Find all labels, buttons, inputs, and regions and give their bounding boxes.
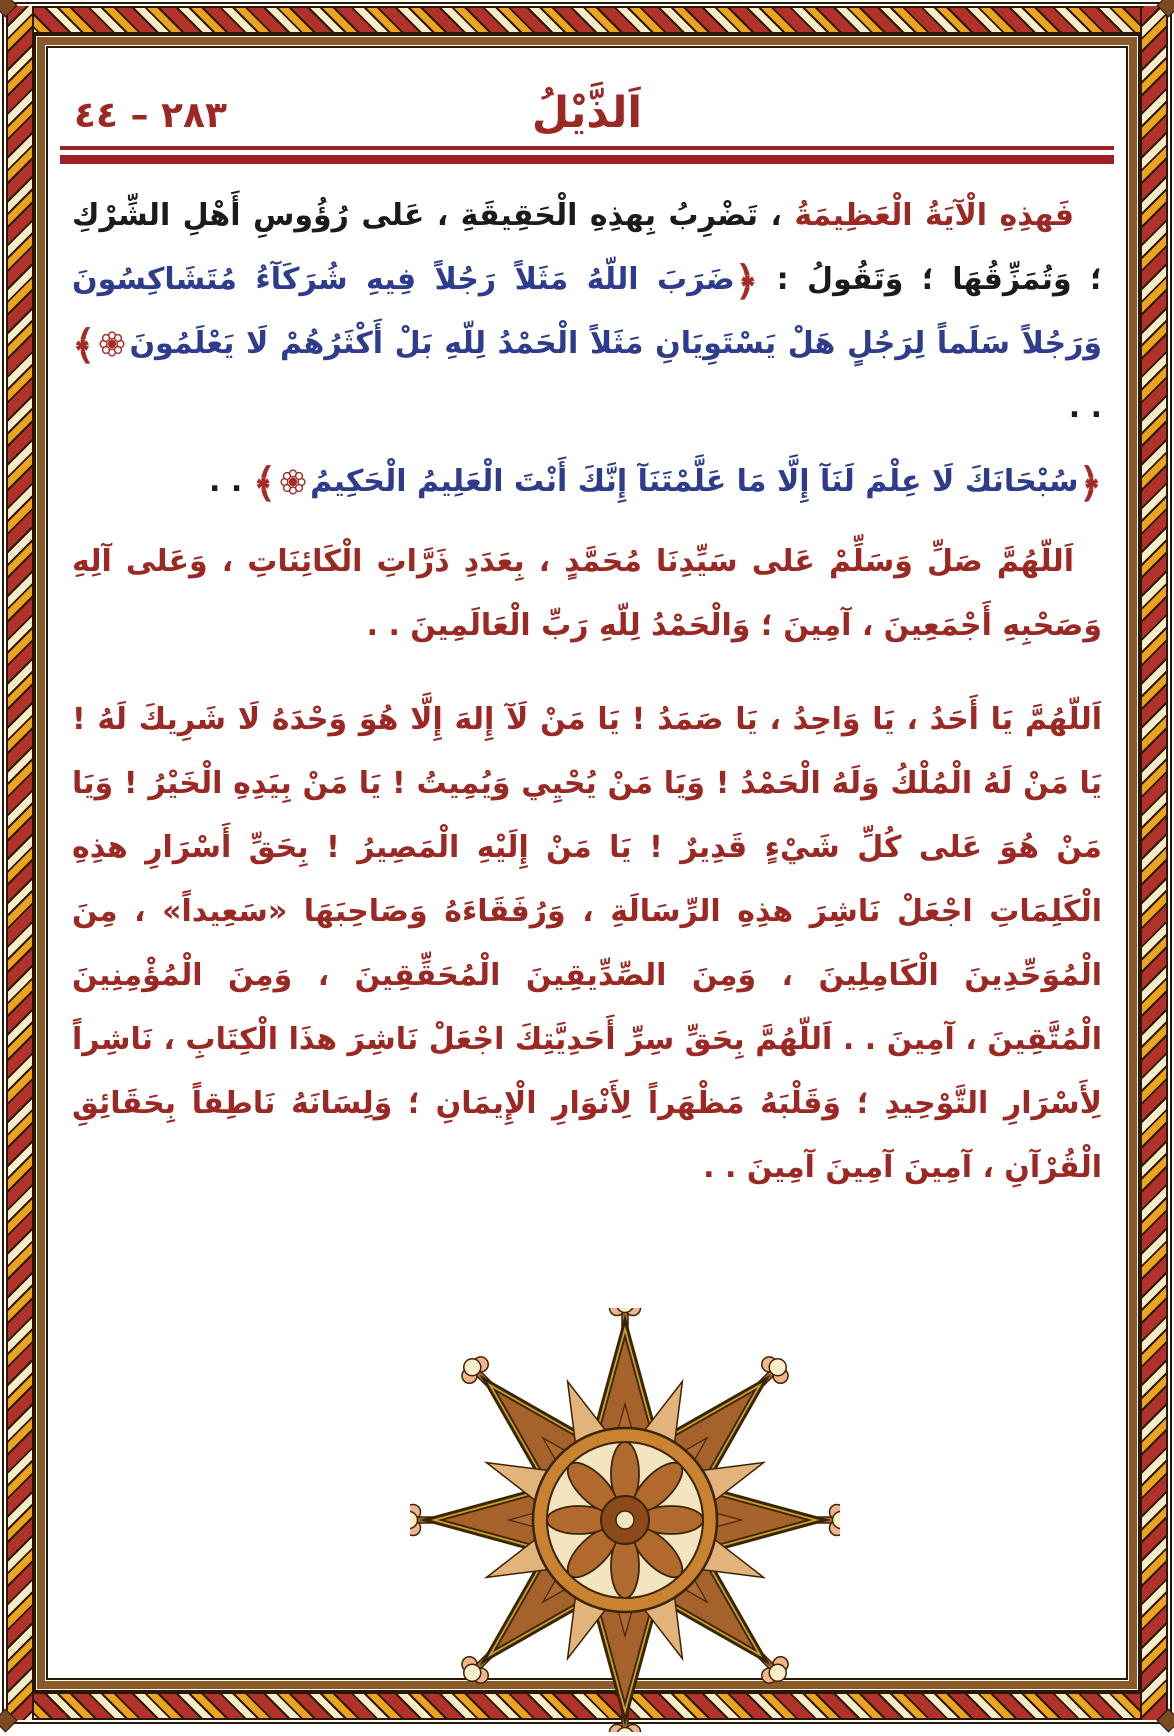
border-chain-left bbox=[6, 6, 34, 1720]
body-text bbox=[60, 184, 1114, 1200]
paragraph-dua: اَللّهُمَّ يَا أَحَدُ ، يَا وَاحِدُ ، يَا صَمَدُ ! يَا مَنْ لَآ إِلهَ إِلَّا هُوَ وَحْدَهُ لَا شَرِيكَ لَهُ ! يَا مَنْ لَهُ الْمُلْكُ وَلَهُ الْحَمْدُ ! وَيَا مَنْ يُحْيِي وَيُمِيتُ ! يَا مَنْ بِيَدِهِ الْخَيْرُ ! وَيَا مَنْ هُوَ عَلى كُلِّ شَيْءٍ قَدِيرٌ ! يَا مَنْ إِلَيْهِ الْمَصِيرُ ! بِحَقِّ أَسْرَارِ هذِهِ الْكَلِمَاتِ اجْعَلْ نَاشِرَ هذِهِ الرِّسَالَةِ ، وَرُفَقَاءَهُ وَصَاحِبَهَا «سَعِيداً» ، مِنَ الْمُوَحِّدِينَ الْكَامِلِينَ ، وَمِنَ الصِّدِّيقِينَ الْمُحَقِّقِينَ ، وَمِنَ الْمُؤْمِنِينَ الْمُتَّقِينَ ، آمِينَ . . اَللّهُمَّ بِحَقِّ سِرِّ أَحَدِيَّتِكَ اجْعَلْ نَاشِرَ هذَا الْكِتَابِ ، نَاشِراً لِأَسْرَارِ التَّوْحِيدِ ؛ وَقَلْبَهُ مَظْهَراً لِأَنْوَارِ الْإِيمَانِ ؛ وَلِسَانَهُ نَاطِقاً بِحَقَائِقِ الْقُرْآنِ ، آمِينَ آمِينَ آمِينَ . . bbox=[72, 702, 1102, 1185]
border-chain-top bbox=[6, 6, 1168, 34]
border-chain-right bbox=[1140, 6, 1168, 1720]
lead-phrase: فَهذِهِ الْآيَةُ الْعَظِيمَةُ bbox=[794, 198, 1074, 233]
trailing-dots: . . bbox=[1068, 390, 1102, 425]
ayah-end-rosette-icon bbox=[99, 331, 125, 357]
page-content bbox=[60, 48, 1114, 1678]
page-title: اَلذَّيْلُ bbox=[531, 88, 643, 138]
ornate-bracket-open: ﴿ bbox=[734, 259, 759, 305]
paragraph-commentary bbox=[72, 184, 1102, 440]
commentary-run: ، تَضْرِبُ بِهذِهِ الْحَقِيقَةِ ، عَلى رُؤُوسِ أَهْلِ الشِّرْكِ ؛ وَتُمَزِّقُهَا ؛ وَتَقُولُ : bbox=[72, 198, 1102, 297]
trailing-dots: . . bbox=[209, 464, 253, 499]
quran-quote-2: سُبْحَانَكَ لَا عِلْمَ لَنَآ إِلَّا مَا عَلَّمْتَنَآ إِنَّكَ أَنْتَ الْعَلِيمُ الْحَكِيمُ bbox=[310, 464, 1079, 499]
bottom-ornament-area bbox=[60, 1308, 1114, 1736]
header-double-rule bbox=[60, 146, 1114, 164]
ornate-bracket-open: ﴿ bbox=[1078, 461, 1102, 507]
page-number: ٢٨٣ – ٤٤ bbox=[74, 95, 227, 136]
page-header bbox=[60, 64, 1114, 138]
ayah-end-rosette-icon bbox=[280, 469, 306, 495]
paragraph-quote bbox=[72, 450, 1102, 514]
quran-quote-1: ضَرَبَ اللّهُ مَثَلاً رَجُلاً فِيهِ شُرَكَآءُ مُتَشَاكِسُونَ وَرَجُلاً سَلَماً لِرَجُلٍ هَلْ يَسْتَوِيَانِ مَثَلاً الْحَمْدُ لِلّهِ بَلْ أَكْثَرُهُمْ لَا يَعْلَمُونَ bbox=[72, 262, 1102, 361]
ornate-bracket-close: ﴾ bbox=[72, 323, 96, 369]
paragraph-salawat: اَللّهُمَّ صَلِّ وَسَلِّمْ عَلى سَيِّدِنَا مُحَمَّدٍ ، بِعَدَدِ ذَرَّاتِ الْكَائِنَاتِ ، وَعَلى آلِهِ وَصَحْبِهِ أَجْمَعِينَ ، آمِينَ ؛ وَالْحَمْدُ لِلّهِ رَبِّ الْعَالَمِينَ . . bbox=[72, 544, 1102, 643]
ornate-bracket-close: ﴾ bbox=[252, 461, 277, 507]
star-medallion-ornament bbox=[410, 1308, 840, 1732]
